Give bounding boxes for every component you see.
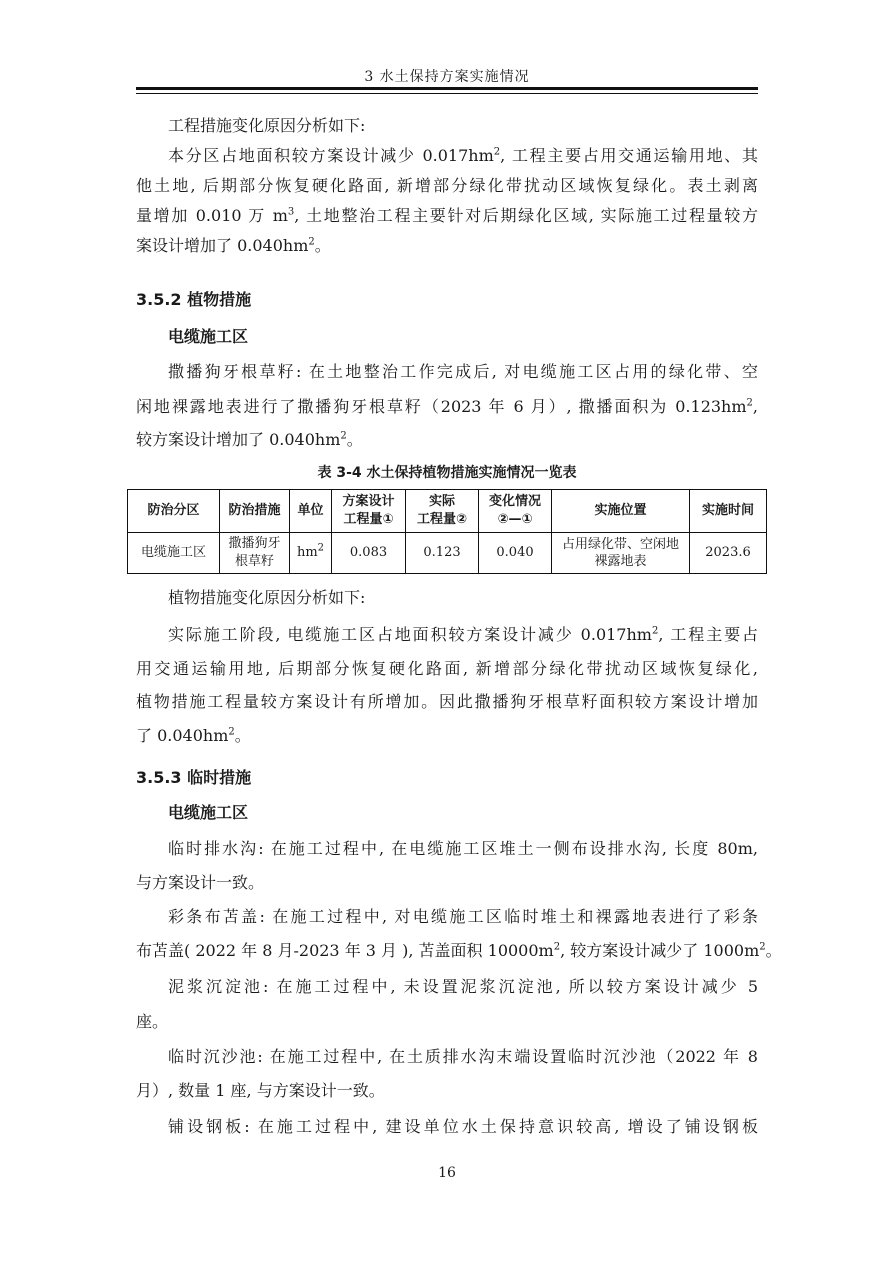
- subsection-heading-cable-area-temp: 电缆施工区: [168, 803, 249, 822]
- paragraph-engineering-line: 量增加 0.010 万 $m^3$, 土地整治工程主要针对后期绿化区域, 实际施工过程量较方: [136, 206, 758, 225]
- paragraph-seeding-line: 闲地裸露地表进行了撒播狗牙根草籽（2023 年 6 月）, 撒播面积为 $0.123hm^2$,: [136, 397, 758, 416]
- cell-time: 2023.6: [690, 533, 767, 574]
- table-header-row: [128, 490, 767, 533]
- paragraph-sediment-line: 月）, 数量 1 座, 与方案设计一致。: [136, 1081, 385, 1100]
- paragraph-drainage-line: 临时排水沟: 在施工过程中, 在电缆施工区堆土一侧布设排水沟, 长度 80m,: [168, 839, 758, 858]
- paragraph-drainage-line: 与方案设计一致。: [136, 873, 265, 892]
- paragraph-seeding-line: 较方案设计增加了 $0.040hm^2$。: [136, 430, 363, 449]
- header-measure: 防治措施: [220, 490, 290, 533]
- cell-design: 0.083: [332, 533, 406, 574]
- paragraph-plant-line: 实际施工阶段, 电缆施工区占地面积较方案设计减少 $0.017hm^2$, 工程主要占: [168, 625, 758, 644]
- header-change: 变化情况 ②—①: [479, 490, 552, 533]
- cell-zone: 电缆施工区: [128, 533, 220, 574]
- paragraph-sediment-line: 临时沉沙池: 在施工过程中, 在土质排水沟末端设置临时沉沙池（2022 年 8: [168, 1047, 758, 1066]
- paragraph-plant-line: 用交通运输用地, 后期部分恢复硬化路面, 新增部分绿化带扰动区域恢复绿化,: [136, 659, 758, 678]
- paragraph-engineering-line: 本分区占地面积较方案设计减少 $0.017hm^2$, 工程主要占用交通运输用地、其: [168, 146, 758, 165]
- cell-measure: 撒播狗牙 根草籽: [220, 533, 290, 574]
- header-location: 实施位置: [552, 490, 690, 533]
- header-time: 实施时间: [690, 490, 767, 533]
- table-row: [128, 533, 767, 574]
- paragraph-engineering-line: 案设计增加了 $0.040hm^2$。: [136, 236, 331, 255]
- plant-measures-table: [127, 489, 767, 574]
- cell-change: 0.040: [479, 533, 552, 574]
- paragraph-cover-line: 布苫盖( 2022 年 8 月-2023 年 3 月 ), 苫盖面积 $10000m^2$, 较方案设计减少了 $1000m^2$。: [136, 941, 782, 960]
- paragraph-engineering-intro: 工程措施变化原因分析如下:: [168, 116, 366, 135]
- header-zone: 防治分区: [128, 490, 220, 533]
- subsection-heading-cable-area: 电缆施工区: [168, 327, 249, 346]
- header-actual-quantity: 实际 工程量②: [406, 490, 479, 533]
- header-rule-thin: [136, 93, 758, 94]
- paragraph-plant-line: 了 $0.040hm^2$。: [136, 726, 251, 745]
- table-caption: 表 3-4 水土保持植物措施实施情况一览表: [317, 465, 577, 481]
- header-design-quantity: 方案设计 工程量①: [332, 490, 406, 533]
- section-heading-3-5-3: 3.5.3 临时措施: [136, 768, 252, 787]
- paragraph-seeding-line: 撒播狗牙根草籽: 在土地整治工作完成后, 对电缆施工区占用的绿化带、空: [168, 362, 758, 381]
- cell-actual: 0.123: [406, 533, 479, 574]
- paragraph-plant-line: 植物措施工程量较方案设计有所增加。因此撒播狗牙根草籽面积较方案设计增加: [136, 692, 758, 711]
- paragraph-steel-plate-line: 铺设钢板: 在施工过程中, 建设单位水土保持意识较高, 增设了铺设钢板: [168, 1117, 758, 1136]
- section-heading-3-5-2: 3.5.2 植物措施: [136, 290, 252, 309]
- paragraph-plant-intro: 植物措施变化原因分析如下:: [168, 588, 366, 607]
- running-header: 3 水土保持方案实施情况: [364, 69, 530, 85]
- cell-location: 占用绿化带、空闲地 裸露地表: [552, 533, 690, 574]
- paragraph-mud-line: 泥浆沉淀池: 在施工过程中, 未设置泥浆沉淀池, 所以较方案设计减少 5: [168, 977, 758, 996]
- page-number: 16: [438, 1165, 456, 1181]
- cell-unit: $hm^2$: [290, 533, 332, 574]
- header-rule-thick: [136, 87, 758, 90]
- paragraph-cover-line: 彩条布苫盖: 在施工过程中, 对电缆施工区临时堆土和裸露地表进行了彩条: [168, 907, 758, 926]
- header-unit: 单位: [290, 490, 332, 533]
- paragraph-engineering-line: 他土地, 后期部分恢复硬化路面, 新增部分绿化带扰动区域恢复绿化。表土剥离: [136, 176, 758, 195]
- paragraph-mud-line: 座。: [136, 1012, 169, 1031]
